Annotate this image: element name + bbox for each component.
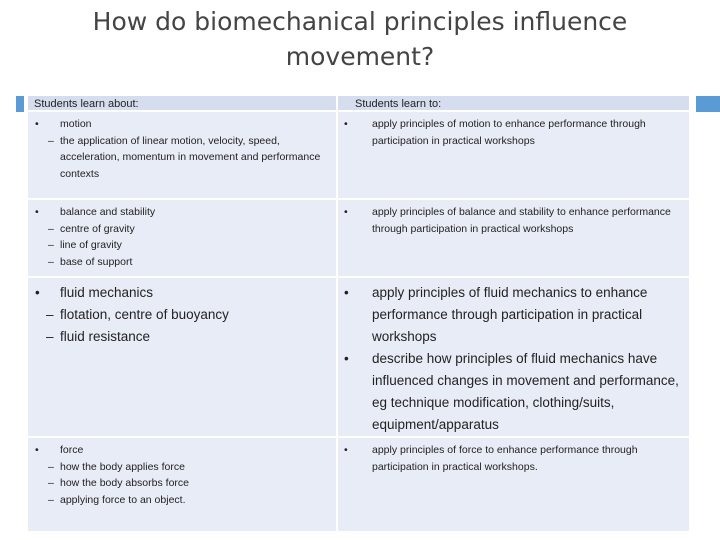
table-cell-left xyxy=(26,200,336,278)
table-cell-right xyxy=(336,200,689,278)
table-cell-right xyxy=(336,438,689,533)
list-item: • fluid mechanics xyxy=(35,285,154,300)
accent-bar-left xyxy=(16,96,24,112)
sub-item: – applying force to an object. xyxy=(48,493,186,506)
sub-item: – how the body absorbs force xyxy=(48,477,189,489)
header-learn-about: Students learn about: xyxy=(26,96,336,112)
sub-item: – fluid resistance xyxy=(46,329,151,344)
table-cell-left xyxy=(26,112,336,200)
sub-item: – line of gravity xyxy=(48,239,122,251)
list-item: • describe how principles of fluid mechanics have influenced changes in movement and performance, eg technique modification, clothing/suits, equipment/apparatus xyxy=(344,351,679,432)
list-item: • balance and stability xyxy=(35,206,156,218)
table-cell-right xyxy=(336,278,689,438)
slide-title: How do biomechanical principles influence movement? xyxy=(92,7,628,71)
list-item: • apply principles of motion to enhance performance through participation in practical workshops xyxy=(344,118,646,147)
list-item: • force xyxy=(35,444,84,456)
list-item: • apply principles of fluid mechanics to enhance performance through participation in practical workshops xyxy=(344,285,648,344)
table-cell-left xyxy=(26,278,336,438)
sub-item: – base of support xyxy=(48,255,133,268)
list-item: • motion xyxy=(35,118,92,130)
table-cell-left xyxy=(26,438,336,533)
sub-item: – the application of linear motion, velocity, speed, acceleration, momentum in movement and performance contexts xyxy=(48,134,321,180)
sub-item: – how the body applies force xyxy=(48,460,185,473)
sub-item: – centre of gravity xyxy=(48,222,135,235)
sub-item: – flotation, centre of buoyancy xyxy=(46,307,229,322)
header-learn-to: Students learn to: xyxy=(336,96,689,112)
list-item: • apply principles of force to enhance performance through participation in practical workshops. xyxy=(344,444,638,473)
accent-bar-right xyxy=(696,96,720,112)
list-item: • apply principles of balance and stability to enhance performance through participation in practical workshops xyxy=(344,206,671,235)
table-cell-right xyxy=(336,112,689,200)
content-table xyxy=(26,96,689,533)
